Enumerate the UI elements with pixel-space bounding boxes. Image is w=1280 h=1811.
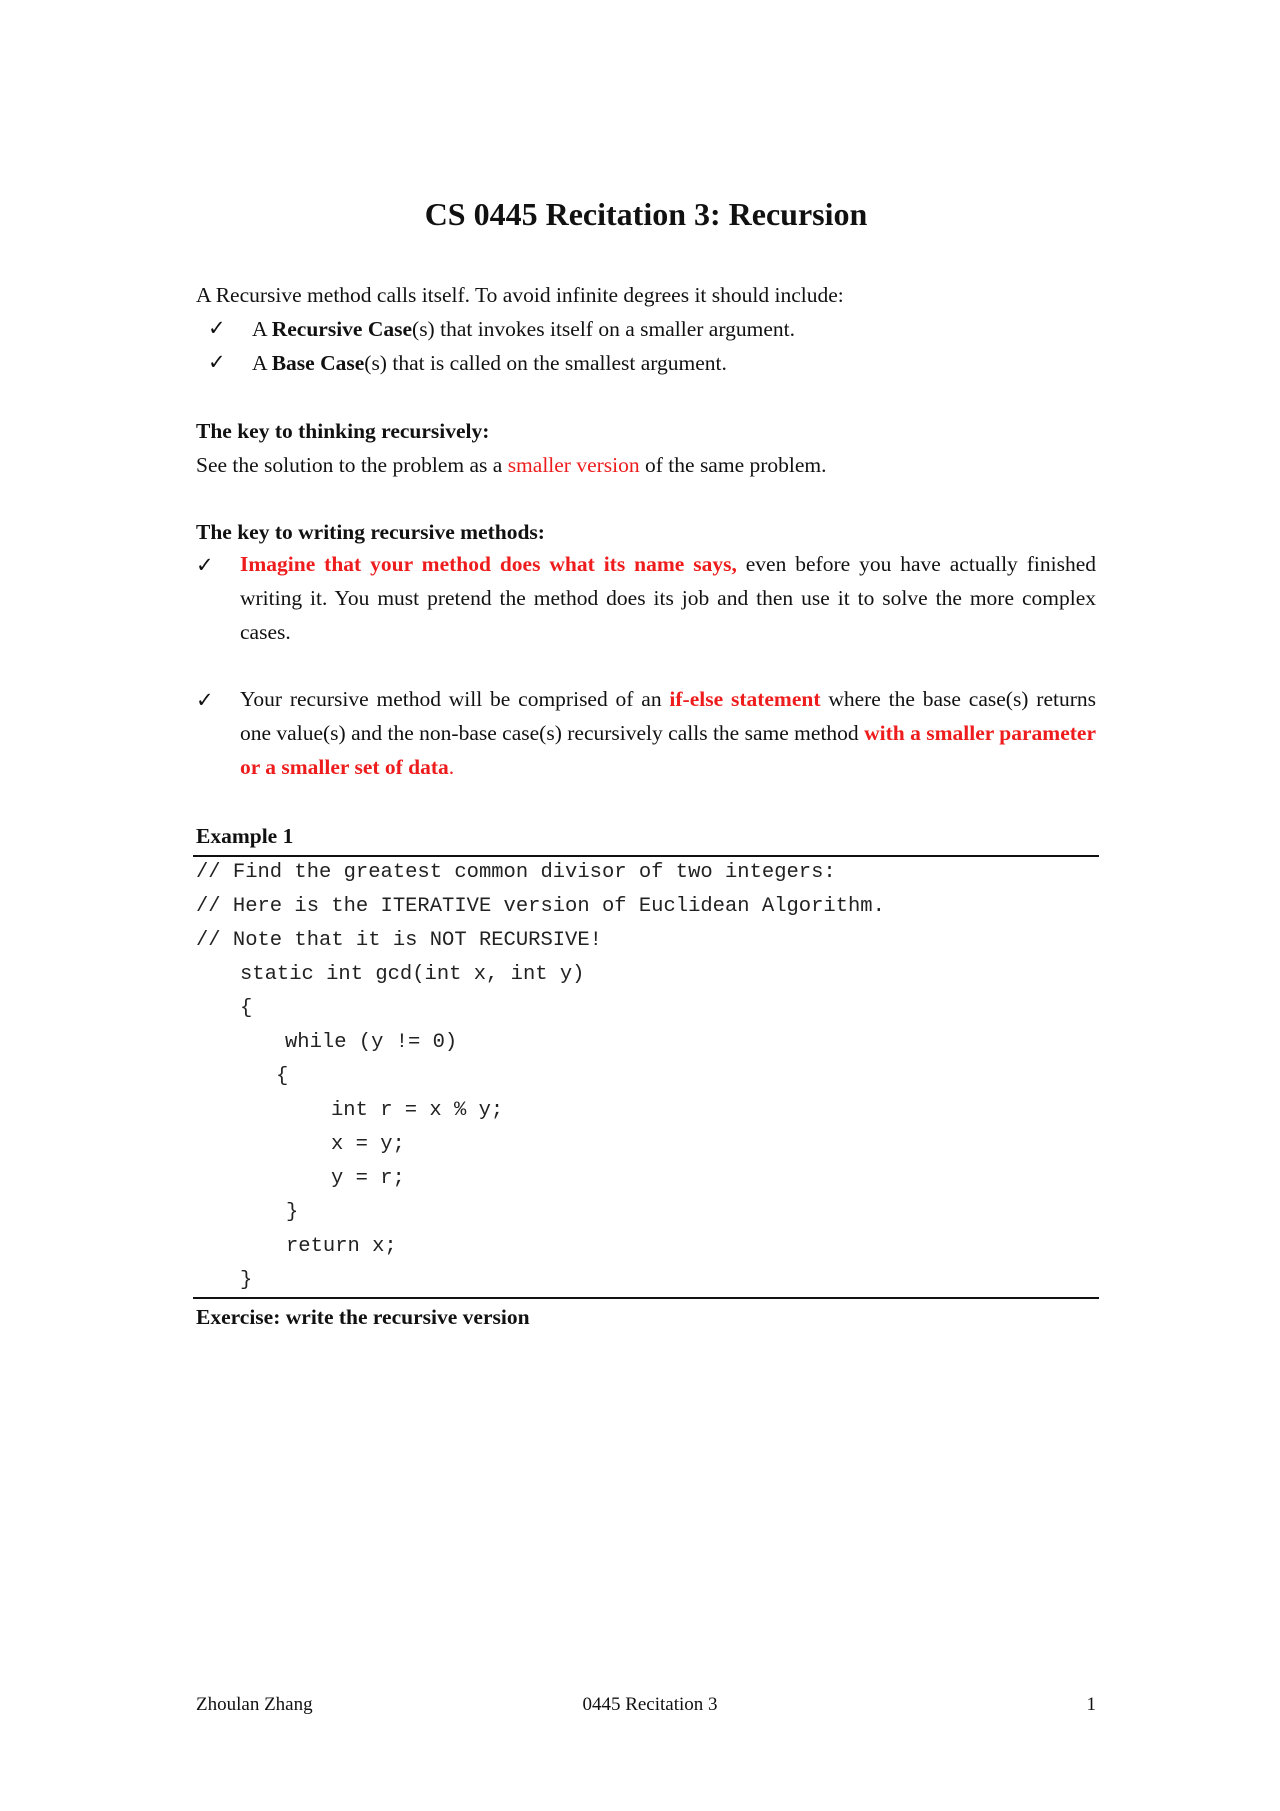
code-line-1: // Find the greatest common divisor of two integers: [196,861,836,884]
example-heading: Example 1 [196,824,294,848]
page-title: CS 0445 Recitation 3: Recursion [424,196,868,232]
code-line-4: static int gcd(int x, int y) [240,963,585,986]
code-line-12: return x; [286,1235,397,1258]
checkmark-icon: ✓ [196,553,214,577]
code-line-13: } [240,1269,253,1292]
checkmark-icon: ✓ [196,688,214,712]
footer-author: Zhoulan Zhang [196,1694,313,1715]
code-line-11: } [286,1201,299,1224]
thinking-text: See the solution to the problem as a smaller version of the same problem. [196,453,827,477]
intro-item-recursive-case: A Recursive Case(s) that invokes itself on a smaller argument. [252,317,795,341]
writing-item-if-else: Your recursive method will be comprised of an if-else statement where the base case(s) returns one value(s) and the non-base case(s) recursively calls the same method with a smaller parameter or a smaller set of data. [240,687,1096,779]
writing-item-imagine: Imagine that your method does what its name says, even before you have actually finished writing it. You must pretend the method does its job and then use it to solve the more complex cases. [240,552,1096,644]
code-line-6: while (y != 0) [285,1031,458,1054]
intro-lead: A Recursive method calls itself. To avoid infinite degrees it should include: [196,283,844,307]
thinking-heading: The key to thinking recursively: [196,419,490,443]
code-line-5: { [240,997,253,1020]
footer-center: 0445 Recitation 3 [582,1694,718,1715]
code-line-8: int r = x % y; [331,1099,504,1122]
writing-heading: The key to writing recursive methods: [196,520,545,544]
intro-item-base-case: A Base Case(s) that is called on the smallest argument. [252,351,727,375]
checkmark-icon: ✓ [208,316,226,340]
code-bottom-divider [193,1297,1099,1299]
code-line-7: { [276,1065,289,1088]
footer-page-number: 1 [1086,1694,1096,1715]
code-line-2: // Here is the ITERATIVE version of Euclidean Algorithm. [196,895,885,918]
code-line-9: x = y; [331,1133,405,1156]
checkmark-icon: ✓ [208,350,226,374]
code-line-10: y = r; [331,1167,405,1190]
exercise-text: Exercise: write the recursive version [196,1305,530,1329]
code-line-3: // Note that it is NOT RECURSIVE! [196,929,602,952]
code-top-divider [193,855,1099,857]
